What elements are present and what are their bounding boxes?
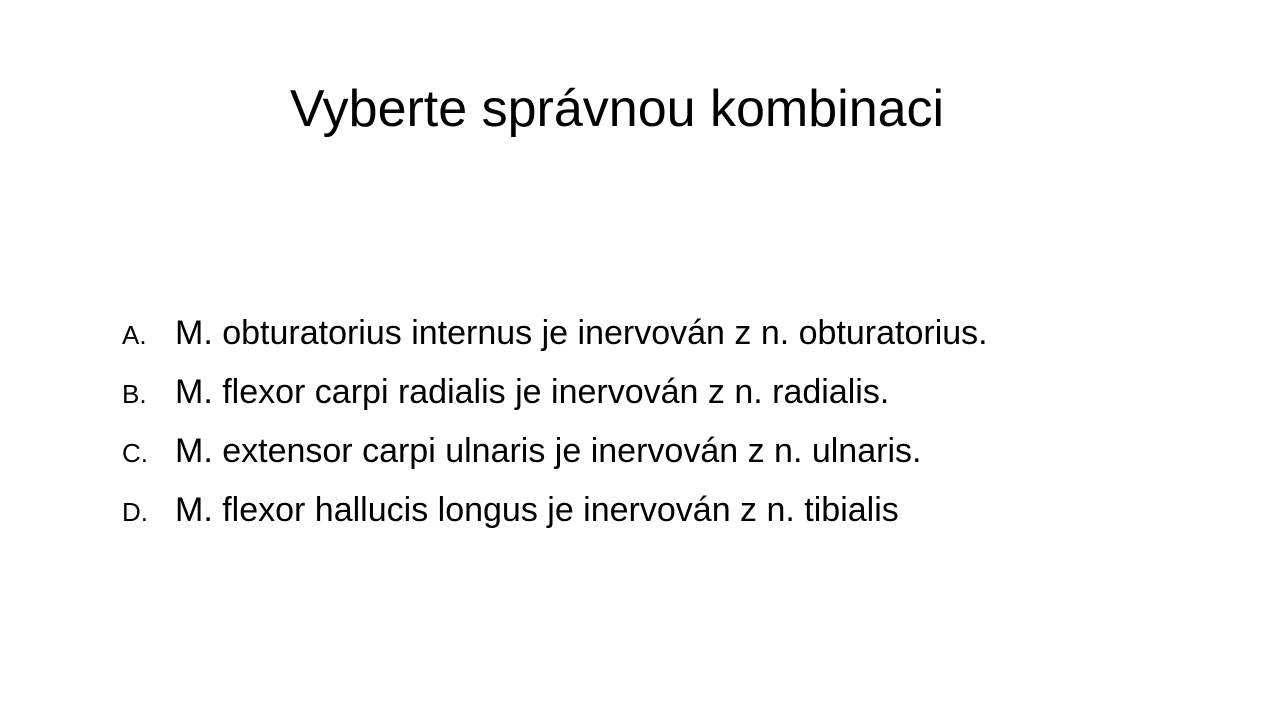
options-list: [122, 304, 988, 540]
option-c-text: M. extensor carpi ulnaris je inervován z n. ulnaris.: [175, 432, 922, 470]
option-b-label: B.: [122, 379, 147, 409]
option-c-label: C.: [122, 438, 148, 468]
option-d: [122, 481, 988, 540]
option-c: [122, 422, 988, 481]
slide-title: Vyberte správnou kombinaci: [289, 80, 945, 138]
option-a-label: A.: [122, 320, 147, 350]
option-a: [122, 304, 988, 363]
option-d-label: D.: [122, 497, 148, 527]
option-b: [122, 363, 988, 422]
option-b-text: M. flexor carpi radialis je inervován z n. radialis.: [175, 373, 890, 411]
option-d-text: M. flexor hallucis longus je inervován z n. tibialis: [175, 491, 899, 529]
option-a-text: M. obturatorius internus je inervován z n. obturatorius.: [175, 314, 988, 352]
